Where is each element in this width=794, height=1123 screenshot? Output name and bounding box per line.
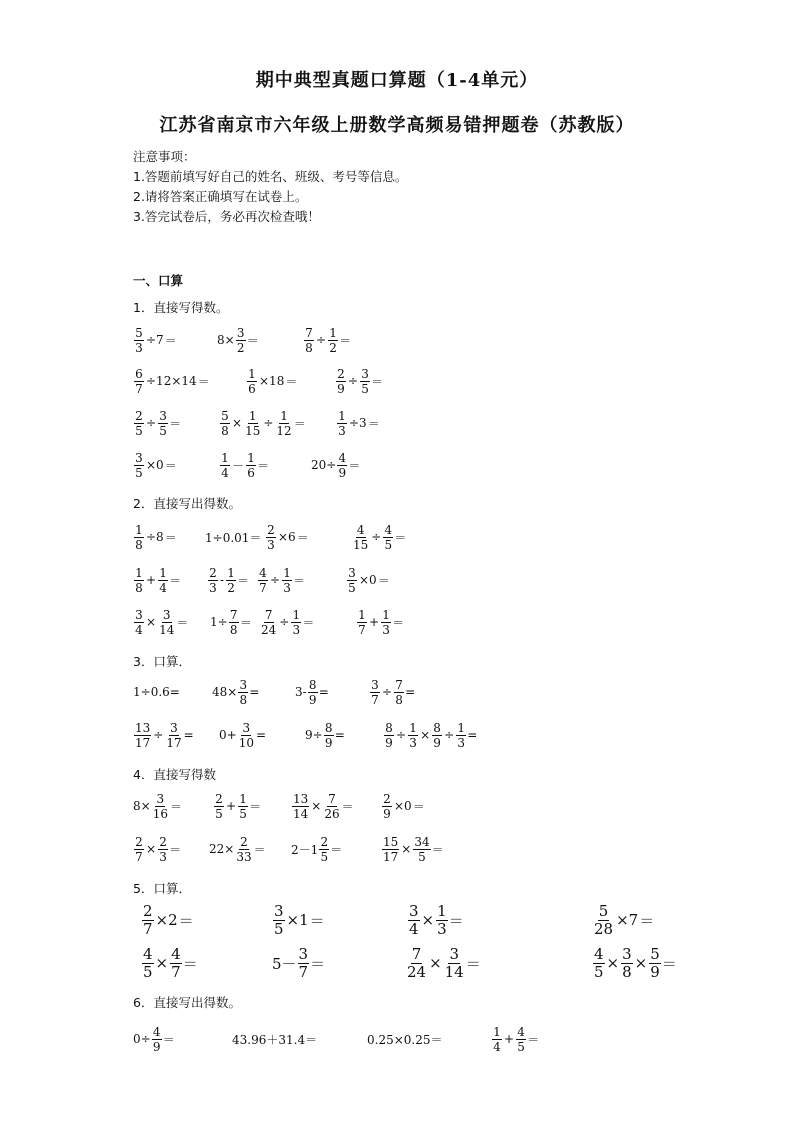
q2-expr-12: $\frac{1}{7}$ + $\frac{1}{3}$ ＝ [358, 607, 405, 637]
fraction: $\frac{4}{5}$ [143, 944, 153, 981]
q3-expr-6: 0+ $\frac{3}{10}$ = [219, 720, 267, 750]
fraction: $\frac{3}{5}$ [361, 366, 369, 396]
fraction: $\frac{3}{4}$ [135, 607, 143, 637]
fraction: $\frac{1}{3}$ [409, 720, 417, 750]
fraction: $\frac{7}{26}$ [324, 791, 340, 821]
note-item-3: 3.答完试卷后，务必再次检查哦！ [133, 209, 320, 224]
fraction: $\frac{1}{3}$ [437, 901, 447, 938]
fraction: $\frac{15}{17}$ [383, 834, 399, 864]
fraction: $\frac{3}{5}$ [159, 408, 167, 438]
fraction: $\frac{3}{5}$ [274, 901, 284, 938]
question-4-label: 4．直接写得数 [133, 767, 216, 782]
q4-expr-5: $\frac{2}{7}$ × $\frac{2}{3}$ ＝ [135, 834, 182, 864]
fraction: $\frac{1}{15}$ [245, 408, 261, 438]
fraction: $\frac{3}{8}$ [622, 944, 632, 981]
q1-expr-11: $\frac{1}{4}$ － $\frac{1}{6}$ ＝ [221, 450, 270, 480]
q3-expr-7: 9÷ $\frac{8}{9}$ = [305, 720, 345, 750]
fraction: $\frac{1}{4}$ [493, 1024, 501, 1054]
question-2-label: 2．直接写出得数。 [133, 496, 241, 511]
fraction: $\frac{4}{9}$ [338, 450, 347, 480]
fraction: $\frac{5}{3}$ [135, 325, 143, 355]
fraction: $\frac{2}{5}$ [135, 408, 143, 438]
fraction: $\frac{4}{5}$ [517, 1024, 525, 1054]
fraction: $\frac{4}{5}$ [384, 522, 393, 552]
fraction: $\frac{1}{6}$ [247, 450, 255, 480]
fraction: $\frac{1}{3}$ [292, 607, 301, 637]
question-3-label: 3．口算． [133, 654, 191, 669]
q5-expr-5: $\frac{4}{5}$ × $\frac{4}{7}$ ＝ [143, 944, 198, 981]
q2-expr-3: $\frac{2}{3}$ ×6 ＝ [267, 522, 309, 552]
q1-expr-7: $\frac{2}{5}$ ÷ $\frac{3}{5}$ ＝ [135, 408, 182, 438]
question-5-label: 5．口算． [133, 881, 191, 896]
q4-expr-6: 22× $\frac{2}{33}$ ＝ [209, 834, 266, 864]
note-item-2: 2.请将答案正确填写在试卷上。 [133, 189, 308, 204]
fraction: $\frac{4}{7}$ [171, 944, 181, 981]
section-heading: 一、口算 [133, 273, 184, 288]
fraction: $\frac{5}{9}$ [650, 944, 660, 981]
q2-expr-5: $\frac{1}{8}$ + $\frac{1}{4}$ ＝ [135, 565, 182, 595]
q5-expr-3: $\frac{3}{4}$ × $\frac{1}{3}$ ＝ [409, 901, 464, 938]
fraction: $\frac{7}{24}$ [407, 944, 427, 981]
fraction: $\frac{3}{2}$ [236, 325, 245, 355]
fraction: $\frac{3}{14}$ [159, 607, 175, 637]
fraction: $\frac{13}{14}$ [293, 791, 309, 821]
fraction: $\frac{1}{3}$ [283, 565, 291, 595]
q2-expr-4: $\frac{4}{15}$ ÷ $\frac{4}{5}$ ＝ [353, 522, 407, 552]
q2-expr-6: $\frac{2}{3}$ - $\frac{1}{2}$ ＝ [209, 565, 250, 595]
q4-expr-1: 8× $\frac{3}{16}$ ＝ [133, 791, 182, 821]
q3-expr-1: 1÷0.6= [133, 685, 180, 699]
fraction: $\frac{5}{8}$ [221, 408, 229, 438]
fraction: $\frac{4}{7}$ [259, 565, 267, 595]
q4-expr-8: $\frac{15}{17}$ × $\frac{34}{5}$ ＝ [383, 834, 444, 864]
fraction: $\frac{3}{10}$ [238, 720, 254, 750]
fraction: $\frac{8}{9}$ [385, 720, 393, 750]
fraction: $\frac{2}{7}$ [135, 834, 143, 864]
fraction: $\frac{2}{5}$ [215, 791, 223, 821]
fraction: $\frac{4}{5}$ [594, 944, 604, 981]
fraction: $\frac{7}{8}$ [395, 677, 403, 707]
q6-expr-3: 0.25×0.25＝ [367, 1032, 443, 1047]
q5-expr-7: $\frac{7}{24}$ × $\frac{3}{14}$ ＝ [407, 944, 481, 981]
fraction: $\frac{2}{33}$ [236, 834, 252, 864]
q4-expr-7: 2－1 $\frac{2}{5}$ ＝ [291, 834, 343, 864]
q1-expr-6: $\frac{2}{9}$ ÷ $\frac{3}{5}$ ＝ [337, 366, 384, 396]
notes-block [133, 147, 407, 227]
q2-expr-1: $\frac{1}{8}$ ÷8 ＝ [135, 522, 177, 552]
q1-expr-1: $\frac{5}{3}$ ÷7 ＝ [135, 325, 177, 355]
fraction: $\frac{13}{17}$ [135, 720, 151, 750]
fraction: $\frac{7}{8}$ [305, 325, 313, 355]
fraction: $\frac{2}{9}$ [337, 366, 345, 396]
fraction: $\frac{4}{9}$ [152, 1024, 161, 1054]
q2-expr-8: $\frac{3}{5}$ ×0 ＝ [348, 565, 390, 595]
fraction: $\frac{3}{16}$ [152, 791, 168, 821]
fraction: $\frac{3}{5}$ [135, 450, 143, 480]
q4-expr-4: $\frac{2}{9}$ ×0 ＝ [383, 791, 425, 821]
fraction: $\frac{2}{9}$ [383, 791, 391, 821]
fraction: $\frac{8}{9}$ [324, 720, 333, 750]
fraction: $\frac{1}{12}$ [276, 408, 292, 438]
q1-expr-12: 20÷ $\frac{4}{9}$ ＝ [311, 450, 361, 480]
fraction: $\frac{8}{9}$ [433, 720, 441, 750]
fraction: $\frac{34}{5}$ [414, 834, 430, 864]
fraction: $\frac{3}{14}$ [444, 944, 464, 981]
q3-expr-4: $\frac{3}{7}$ ÷ $\frac{7}{8}$ = [371, 677, 416, 707]
q1-expr-5: $\frac{1}{6}$ ×18 ＝ [248, 366, 298, 396]
q6-expr-1: 0÷ $\frac{4}{9}$ ＝ [133, 1024, 175, 1054]
q3-expr-5: $\frac{13}{17}$ ÷ $\frac{3}{17}$ = [135, 720, 194, 750]
page-title: 期中典型真题口算题（1-4单元） [255, 70, 539, 91]
fraction: $\frac{2}{5}$ [320, 834, 329, 864]
question-6-label: 6．直接写出得数。 [133, 995, 241, 1010]
q5-expr-4: $\frac{5}{28}$ ×7 ＝ [594, 901, 655, 938]
q3-expr-8: $\frac{8}{9}$ ÷ $\frac{1}{3}$ × $\frac{8}{9}$ ÷ $\frac{1}{3}$ = [385, 720, 478, 750]
q2-expr-7: $\frac{4}{7}$ ÷ $\frac{1}{3}$ ＝ [259, 565, 306, 595]
fraction: $\frac{3}{8}$ [239, 677, 248, 707]
fraction: $\frac{5}{28}$ [594, 901, 614, 938]
q2-expr-10: 1÷ $\frac{7}{8}$ ＝ [210, 607, 252, 637]
q6-expr-2: 43.96＋31.4＝ [232, 1032, 318, 1047]
notes-heading: 注意事项： [133, 149, 196, 164]
fraction: $\frac{2}{7}$ [143, 901, 153, 938]
fraction: $\frac{1}{4}$ [159, 565, 167, 595]
fraction: $\frac{3}{5}$ [348, 565, 356, 595]
q4-expr-2: $\frac{2}{5}$ + $\frac{1}{5}$ ＝ [215, 791, 262, 821]
fraction: $\frac{3}{7}$ [298, 944, 309, 981]
q1-expr-10: $\frac{3}{5}$ ×0 ＝ [135, 450, 177, 480]
note-item-1: 1.答题前填写好自己的姓名、班级、考号等信息。 [133, 169, 408, 184]
q3-expr-2: 48× $\frac{3}{8}$ = [212, 677, 260, 707]
question-1-label: 1．直接写得数。 [133, 300, 229, 315]
fraction: $\frac{2}{3}$ [267, 522, 275, 552]
fraction: $\frac{2}{3}$ [209, 565, 217, 595]
fraction: $\frac{1}{4}$ [221, 450, 229, 480]
q3-expr-3: 3- $\frac{8}{9}$ = [295, 677, 329, 707]
fraction: $\frac{1}{2}$ [227, 565, 235, 595]
q1-expr-4: $\frac{6}{7}$ ÷12×14 ＝ [135, 366, 210, 396]
fraction: $\frac{2}{3}$ [159, 834, 167, 864]
fraction: $\frac{1}{5}$ [239, 791, 247, 821]
q5-expr-1: $\frac{2}{7}$ ×2 ＝ [143, 901, 194, 938]
q1-expr-9: $\frac{1}{3}$ ÷3 ＝ [338, 408, 380, 438]
fraction: $\frac{1}{6}$ [248, 366, 256, 396]
fraction: $\frac{1}{3}$ [338, 408, 346, 438]
fraction: $\frac{4}{15}$ [353, 522, 369, 552]
q1-expr-2: 8× $\frac{3}{2}$ ＝ [217, 325, 259, 355]
fraction: $\frac{8}{9}$ [308, 677, 317, 707]
fraction: $\frac{1}{3}$ [382, 607, 390, 637]
fraction: $\frac{1}{8}$ [135, 565, 143, 595]
q5-expr-6: 5－ $\frac{3}{7}$ ＝ [272, 944, 326, 981]
q4-expr-3: $\frac{13}{14}$ × $\frac{7}{26}$ ＝ [293, 791, 354, 821]
fraction: $\frac{7}{24}$ [261, 607, 277, 637]
q5-expr-2: $\frac{3}{5}$ ×1 ＝ [274, 901, 325, 938]
q6-expr-4: $\frac{1}{4}$ + $\frac{4}{5}$ ＝ [493, 1024, 540, 1054]
fraction: $\frac{1}{2}$ [329, 325, 337, 355]
q5-expr-8: $\frac{4}{5}$ × $\frac{3}{8}$ × $\frac{5}{9}$ ＝ [594, 944, 677, 981]
fraction: $\frac{3}{17}$ [166, 720, 182, 750]
q2-expr-9: $\frac{3}{4}$ × $\frac{3}{14}$ ＝ [135, 607, 189, 637]
page-subtitle: 江苏省南京市六年级上册数学高频易错押题卷（苏教版） [159, 115, 635, 136]
fraction: $\frac{7}{8}$ [229, 607, 238, 637]
fraction: $\frac{3}{4}$ [409, 901, 419, 938]
fraction: $\frac{1}{8}$ [135, 522, 143, 552]
q2-expr-2: 1÷0.01＝ [205, 530, 262, 545]
fraction: $\frac{6}{7}$ [135, 366, 143, 396]
fraction: $\frac{3}{7}$ [371, 677, 379, 707]
q1-expr-8: $\frac{5}{8}$ × $\frac{1}{15}$ ÷ $\frac{1}{12}$ ＝ [221, 408, 306, 438]
fraction: $\frac{1}{3}$ [457, 720, 465, 750]
q1-expr-3: $\frac{7}{8}$ ÷ $\frac{1}{2}$ ＝ [305, 325, 352, 355]
fraction: $\frac{1}{7}$ [358, 607, 366, 637]
q2-expr-11: $\frac{7}{24}$ ÷ $\frac{1}{3}$ ＝ [261, 607, 315, 637]
